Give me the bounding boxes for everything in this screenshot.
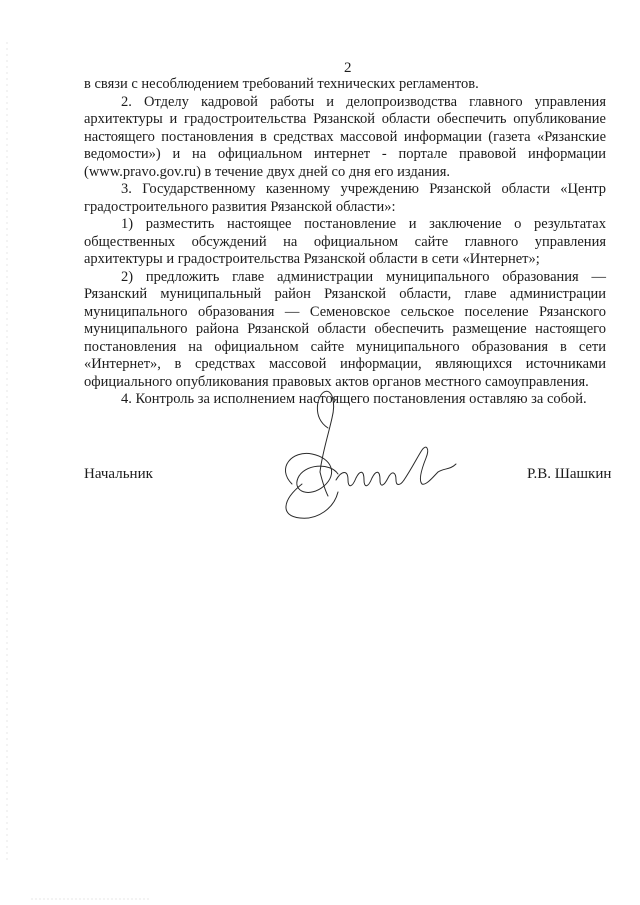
signatory-name: Р.В. Шашкин bbox=[527, 466, 612, 482]
page-number: 2 bbox=[344, 60, 352, 76]
scan-dots-left bbox=[6, 40, 8, 860]
paragraph-item-2: 2. Отделу кадровой работы и делопроизводства главного управления архитектуры и градостроительства Рязанской области обеспечить опубликование настоящего постановления в средствах массовой информации (газета «Рязанские ведомости») и на официальном интернет - портале правовой информации (www.pravo.gov.ru) в течение двух дней со дня его издания. bbox=[84, 93, 606, 180]
paragraph-item-3: 3. Государственному казенному учреждению Рязанской области «Центр градостроительного развития Рязанской области»: bbox=[84, 181, 606, 215]
handwritten-signature bbox=[262, 388, 462, 528]
paragraph-continuation: в связи с несоблюдением требований технических регламентов. bbox=[84, 76, 479, 92]
signatory-title: Начальник bbox=[84, 466, 153, 482]
paragraph-subitem-2: 2) предложить главе администрации муниципального образования — Рязанский муниципальный район Рязанской области, главе администрации муниципального образования — Семеновское сельское поселение Рязанского муниципального района Рязанской области обеспечить размещение настоящего постановления на официальном сайте муниципального образования в сети «Интернет», в средствах массовой информации, являющихся источниками официального опубликования правовых актов органов местного самоуправления. bbox=[84, 268, 606, 390]
paragraph-subitem-1: 1) разместить настоящее постановление и заключение о результатах общественных обсуждений на официальном сайте главного управления архитектуры и градостроительства Рязанской области в сети «Интернет»; bbox=[84, 216, 606, 267]
document-body bbox=[84, 76, 606, 409]
paragraph-item-4: 4. Контроль за исполнением настоящего постановления оставляю за собой. bbox=[121, 391, 587, 407]
scan-dots-bottom bbox=[30, 898, 150, 900]
